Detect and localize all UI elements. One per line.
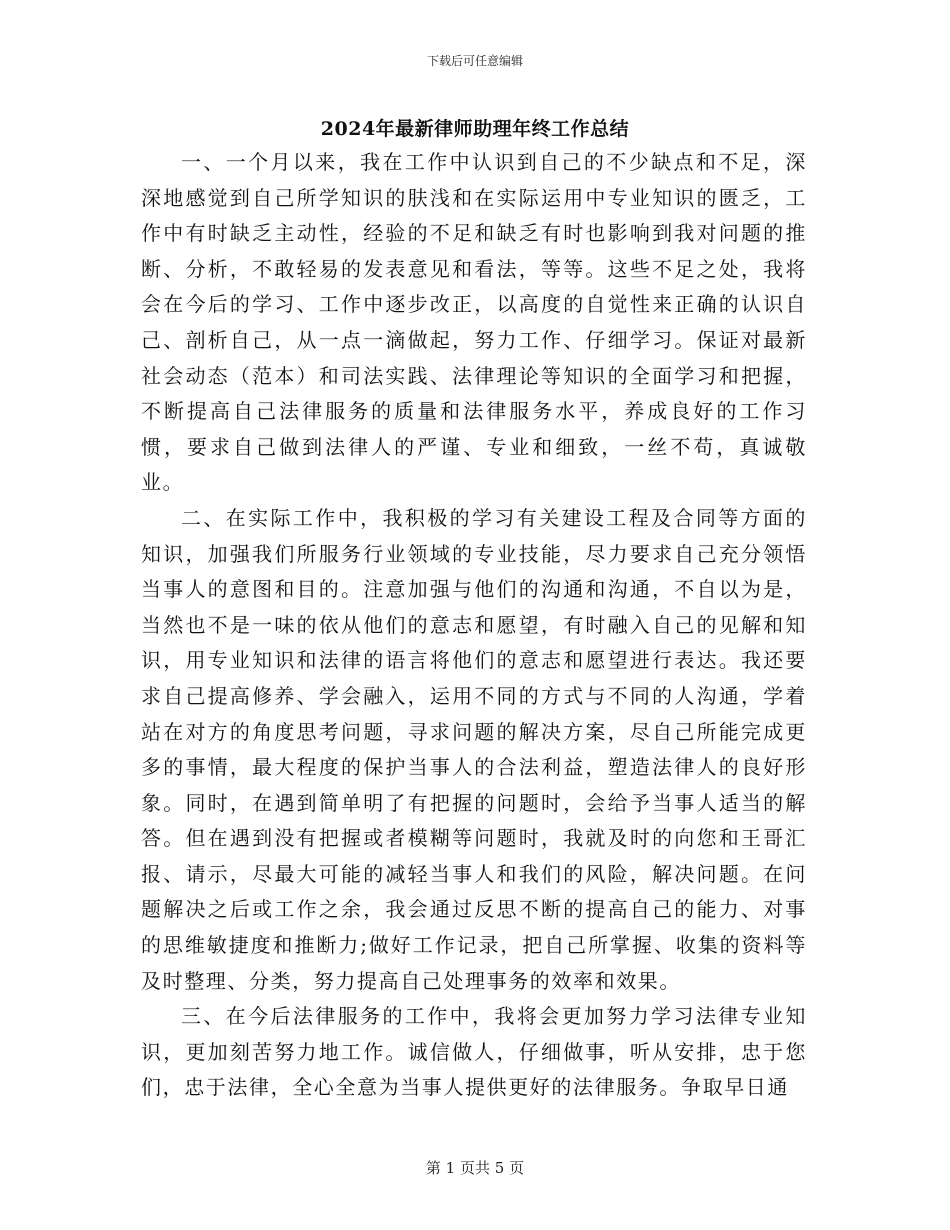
document-title: 2024年最新律师助理年终工作总结 bbox=[320, 118, 630, 140]
document-body bbox=[141, 145, 807, 1106]
paragraph-1: 一、一个月以来，我在工作中认识到自己的不少缺点和不足，深深地感觉到自己所学知识的肤浅和在实际运用中专业知识的匮乏，工作中有时缺乏主动性，经验的不足和缺乏有时也影响到我对问题的推断、分析，不敢轻易的发表意见和看法，等等。这些不足之处，我将会在今后的学习、工作中逐步改正，以高度的自觉性来正确的认识自己、剖析自己，从一点一滴做起，努力工作、仔细学习。保证对最新社会动态（范本）和司法实践、法律理论等知识的全面学习和把握，不断提高自己法律服务的质量和法律服务水平，养成良好的工作习惯，要求自己做到法律人的严谨、专业和细致，一丝不苟，真诚敬业。 bbox=[141, 150, 807, 495]
header-note: 下载后可任意编辑 bbox=[426, 54, 523, 68]
paragraph-2: 二、在实际工作中，我积极的学习有关建设工程及合同等方面的知识，加强我们所服务行业领域的专业技能，尽力要求自己充分领悟当事人的意图和目的。注意加强与他们的沟通和沟通，不自以为是，当然也不是一味的依从他们的意志和愿望，有时融入自己的见解和知识，用专业知识和法律的语言将他们的意志和愿望进行表达。我还要求自己提高修养、学会融入，运用不同的方式与不同的人沟通，学着站在对方的角度思考问题，寻求问题的解决方案，尽自己所能完成更多的事情，最大程度的保护当事人的合法利益，塑造法律人的良好形象。同时，在遇到简单明了有把握的问题时，会给予当事人适当的解答。但在遇到没有把握或者模糊等问题时，我就及时的向您和王哥汇报、请示，尽最大可能的减轻当事人和我们的风险，解决问题。在问题解决之后或工作之余，我会通过反思不断的提高自己的能力、对事的思维敏捷度和推断力;做好工作记录，把自己所掌握、收集的资料等及时整理、分类，努力提高自己处理事务的效率和效果。 bbox=[141, 505, 807, 993]
paragraph-3: 三、在今后法律服务的工作中，我将会更加努力学习法律专业知识，更加刻苦努力地工作。诚信做人，仔细做事，听从安排，忠于您们，忠于法律，全心全意为当事人提供更好的法律服务。争取早日通 bbox=[141, 1004, 807, 1100]
page-footer: 第 1 页共 5 页 bbox=[425, 1159, 525, 1177]
